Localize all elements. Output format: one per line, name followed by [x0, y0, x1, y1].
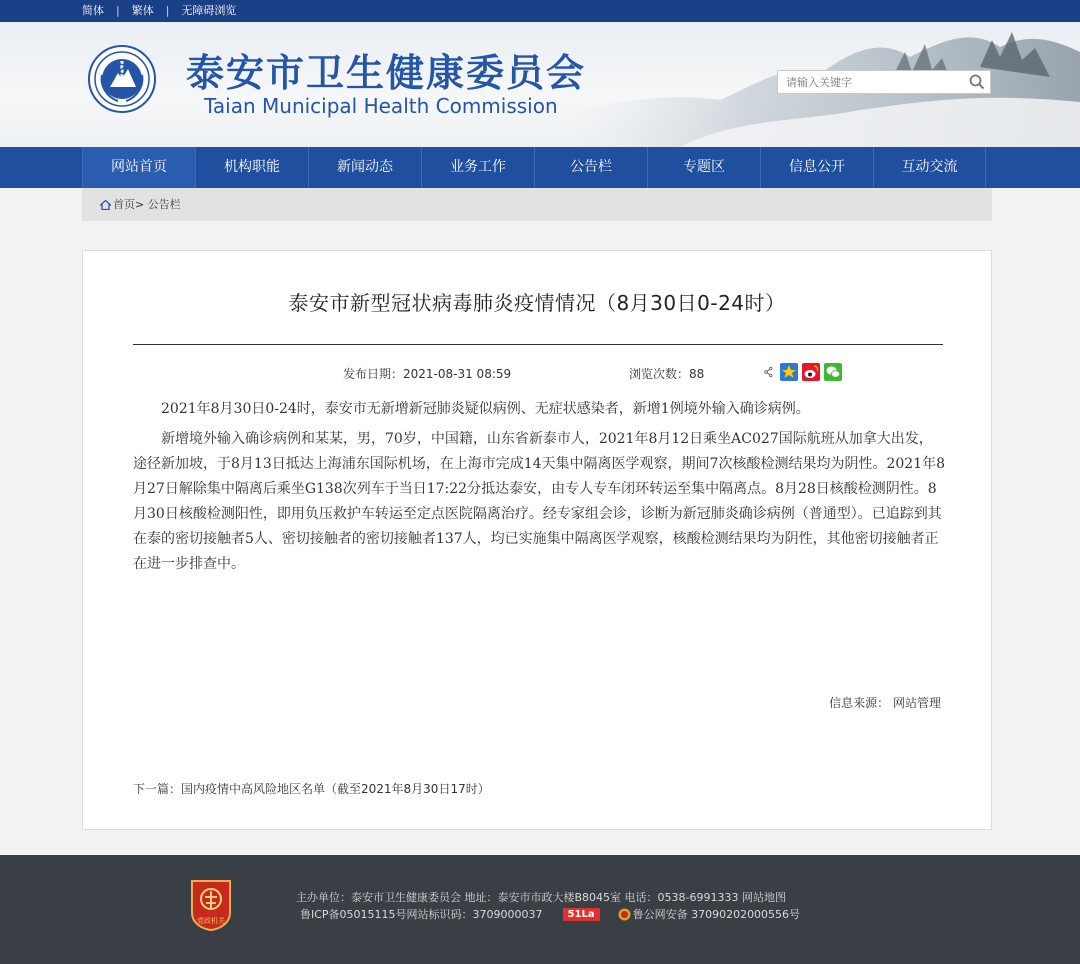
- article-paragraph: 新增境外输入确诊病例和某某，男，70岁，中国籍，山东省新泰市人，2021年8月12日乘坐AC027国际航班从加拿大出发，途径新加坡，于8月13日抵达上海浦东国际机场，在上海市完成14天集中隔离医学观察，期间7次核酸检测结果均为阴性。2021年8月27日解除集中隔离后乘坐G138次列车于当日17:22分抵达泰安，由专人专车闭环转运至集中隔离点。8月28日核酸检测阴性。8月30日核酸检测阳性，即用负压救护车转运至定点医院隔离治疗。经专家组会诊，诊断为新冠肺炎确诊病例（普通型）。已追踪到其在泰的密切接触者5人、密切接触者的密切接触者137人，均已实施集中隔离医学观察，核酸检测结果均为阴性，其他密切接触者正在进一步排查中。: [133, 431, 945, 572]
- breadcrumb-current[interactable]: > 公告栏: [135, 198, 181, 211]
- traditional-chinese-link[interactable]: 繁体: [131, 4, 154, 17]
- next-article-link[interactable]: 下一篇：国内疫情中高风险地区名单（截至2021年8月30日17时）: [133, 782, 490, 796]
- footer-sponsor-info: 主办单位：泰安市卫生健康委员会 地址：泰安市市政大楼B8045室 电话：0538-6991333 网站地图: [296, 891, 786, 904]
- info-source: 信息来源： 网站管理: [829, 696, 941, 710]
- nav-item-disclosure[interactable]: 信息公开: [760, 147, 873, 188]
- accessible-browsing-link[interactable]: 无障碍浏览: [181, 4, 237, 17]
- site-title: 泰安市卫生健康委员会: [186, 51, 587, 95]
- site-footer: [0, 855, 1080, 964]
- nav-item-news[interactable]: 新闻动态: [308, 147, 421, 188]
- home-icon: [100, 200, 111, 210]
- search-input[interactable]: [778, 72, 974, 94]
- weibo-share-icon[interactable]: [802, 363, 820, 381]
- view-count: 浏览次数：88: [629, 367, 705, 381]
- site-statistics-badge[interactable]: 51La: [563, 908, 600, 921]
- icp-record-link[interactable]: 鲁ICP备05015115号网站标识码：3709000037: [300, 908, 543, 921]
- site-header: [0, 22, 1080, 147]
- breadcrumb: [82, 188, 992, 221]
- main-navigation: [0, 147, 1080, 188]
- search-icon[interactable]: [968, 73, 986, 91]
- search-box: [777, 70, 991, 94]
- site-title-english: Taian Municipal Health Commission: [204, 94, 558, 118]
- commission-emblem-icon: [88, 45, 156, 113]
- article-body: [133, 397, 945, 582]
- nav-item-business[interactable]: 业务工作: [421, 147, 534, 188]
- nav-item-home[interactable]: 网站首页: [82, 147, 195, 188]
- police-badge-icon: [618, 908, 631, 921]
- svg-text:党政机关: 党政机关: [197, 917, 225, 925]
- share-bar: [764, 363, 842, 381]
- article-title: 泰安市新型冠状病毒肺炎疫情情况（8月30日0-24时）: [288, 291, 786, 315]
- separator: |: [165, 4, 170, 17]
- nav-item-interaction[interactable]: 互动交流: [873, 147, 986, 188]
- breadcrumb-home-link[interactable]: 首页: [113, 198, 135, 211]
- qzone-share-icon[interactable]: [780, 363, 798, 381]
- share-icon[interactable]: [764, 363, 776, 381]
- article-panel: [82, 250, 992, 830]
- top-bar: [0, 0, 1080, 22]
- article-paragraph: 2021年8月30日0-24时，泰安市无新增新冠肺炎疑似病例、无症状感染者，新增1例境外输入确诊病例。: [161, 401, 810, 417]
- publish-date: 发布日期：2021-08-31 08:59: [343, 367, 512, 381]
- simplified-chinese-link[interactable]: 简体: [82, 4, 104, 17]
- separator: |: [116, 4, 120, 17]
- party-government-badge-icon[interactable]: [188, 879, 234, 931]
- wechat-share-icon[interactable]: [824, 363, 842, 381]
- nav-item-notices[interactable]: 公告栏: [534, 147, 647, 188]
- nav-item-topics[interactable]: 专题区: [647, 147, 760, 188]
- title-divider: [133, 344, 943, 345]
- nav-item-functions[interactable]: 机构职能: [195, 147, 308, 188]
- footer-registration: [300, 906, 800, 922]
- public-security-record-link[interactable]: 鲁公网安备 37090202000556号: [632, 908, 801, 921]
